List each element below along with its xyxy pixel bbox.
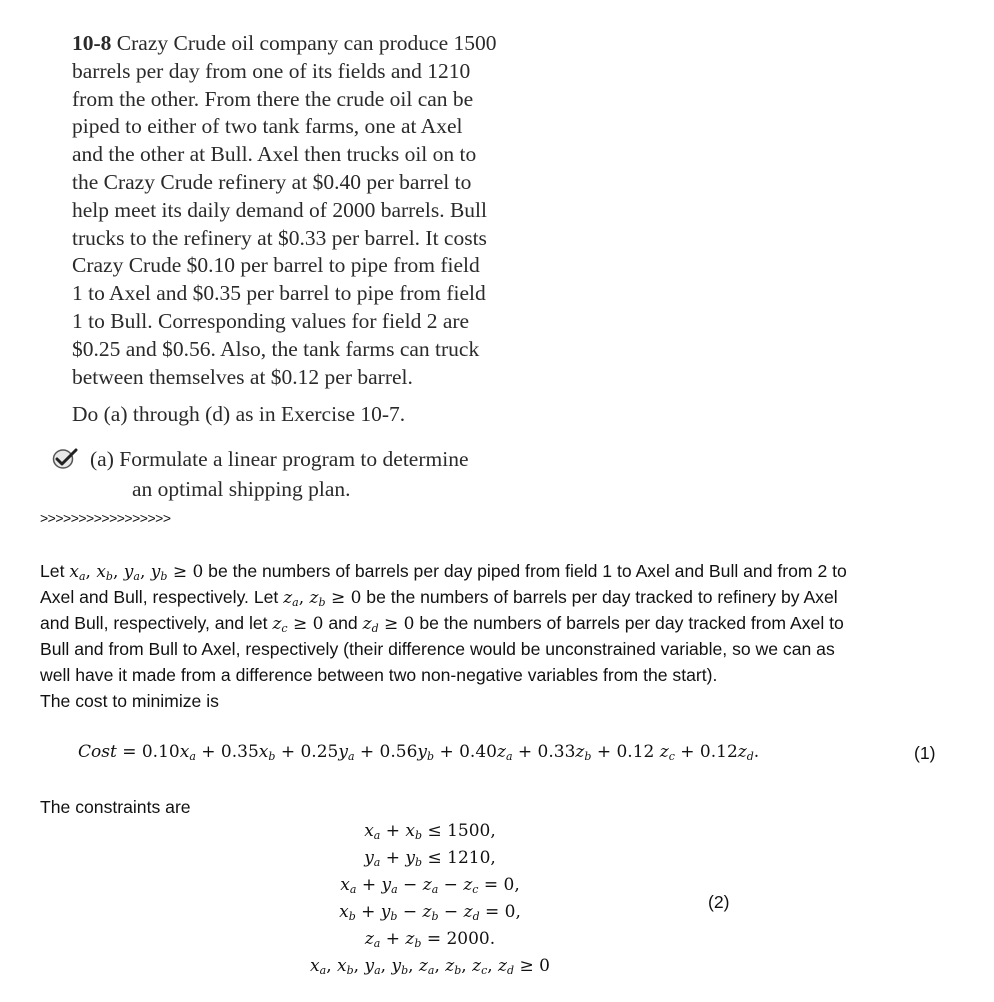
constraint-line: $x_a + x_b \le 1500$, [364,821,496,842]
cost-label: Cost [78,742,117,762]
solution-text: Let $x_a$, $x_b$, $y_a$, $y_b \ge 0$ be the numbers of barrels per day piped from field 1 to Axel and Bull and from 2 to Axel and Bull, respectively. Let $z_a$, $z_b \ge 0$ be the numbers of barrels per day tracked to refinery by Axel and Bull, respectively, and let $z_c \ge 0$ and $z_d \ge 0$ be the numbers of barrels per day tracked from Axel to Bull and from Bull to Axel, respectively (their difference would be unconstrained variable, so we can as well have it made from a difference between two non-negative variables from the start). The cost to minimize is [40,561,847,711]
problem-line: piped to either of two tank farms, one at Axel [72,114,463,139]
constraints-label: The constraints are [40,797,191,817]
problem-line: between themselves at $0.12 per barrel. [72,364,413,389]
problem-instruction: Do (a) through (d) as in Exercise 10-7. [72,402,406,427]
constraints-block [250,818,610,980]
problem-line: 1 to Axel and $0.35 per barrel to pipe from field [72,281,486,306]
constraint-line: $z_a + z_b = 2000$. [364,929,496,950]
problem-line: the Crazy Crude refinery at $0.40 per barrel to [72,169,472,194]
problem-number: 10-8 [72,31,112,55]
constraint-line: $y_a + y_b \le 1210$, [364,848,496,869]
part-a-line1: (a) Formulate a linear program to determine [90,447,469,471]
constraint-line: $x_a + y_a - z_a - z_c = 0$, [340,875,520,896]
problem-line: 10-8 Crazy Crude oil company can produce 1500 [72,31,497,55]
part-a [52,444,572,504]
problem-line: and the other at Bull. Axel then trucks oil on to [72,142,477,167]
separator: >>>>>>>>>>>>>>>>> [40,510,171,526]
constraint-line: $x_a$, $x_b$, $y_a$, $y_b$, $z_a$, $z_b$, $z_c$, $z_d \ge 0$ [310,956,550,977]
equation-number-1: (1) [914,743,936,763]
checkmark-icon [52,448,78,470]
problem-line: Crazy Crude $0.10 per barrel to pipe from field [72,253,480,278]
problem-line: $0.25 and $0.56. Also, the tank farms can truck [72,336,480,361]
problem-line: 1 to Bull. Corresponding values for field 2 are [72,308,470,333]
problem-line: trucks to the refinery at $0.33 per barrel. It costs [72,225,487,250]
part-a-line2: an optimal shipping plan. [132,477,351,501]
problem-statement [72,30,572,429]
equation-number-2: (2) [708,892,730,912]
problem-line: from the other. From there the crude oil can be [72,86,474,111]
problem-line: barrels per day from one of its fields and 1210 [72,58,471,83]
problem-line: help meet its daily demand of 2000 barrels. Bull [72,197,487,222]
cost-equation: Cost = $0.10x_a + 0.35x_b + 0.25y_a + 0.56y_b + 0.40z_a + 0.33z_b + 0.12$ $z_c + 0.12z_d$. [78,742,760,763]
constraint-line: $x_b + y_b - z_b - z_d = 0$, [339,902,521,923]
